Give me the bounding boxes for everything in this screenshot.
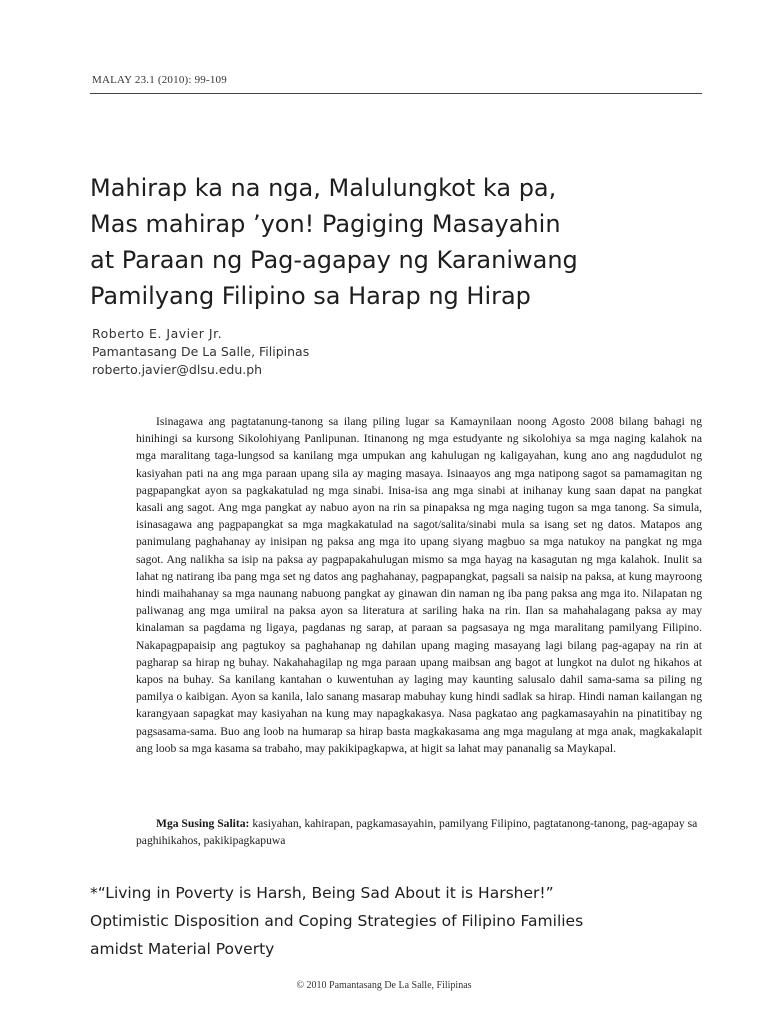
author-block bbox=[92, 325, 309, 379]
title-line: at Paraan ng Pag-agapay ng Karaniwang bbox=[90, 246, 578, 274]
author-email: roberto.javier@dlsu.edu.ph bbox=[92, 362, 263, 377]
english-title bbox=[90, 879, 710, 963]
keywords-text: kasiyahan, kahirapan, pagkamasayahin, pamilyang Filipino, pagtatanong-tanong, pag-agapay sa paghihikahos, pakikipagkapuwa bbox=[136, 817, 698, 848]
title-line: Mahirap ka na nga, Malulungkot ka pa, bbox=[90, 174, 557, 202]
keywords bbox=[136, 815, 702, 849]
english-title-line: *“Living in Poverty is Harsh, Being Sad About it is Harsher!” bbox=[90, 884, 554, 902]
english-title-line: Optimistic Disposition and Coping Strategies of Filipino Families bbox=[90, 912, 584, 930]
author-name: Roberto E. Javier Jr. bbox=[92, 326, 223, 341]
keywords-label: Mga Susing Salita: bbox=[156, 817, 250, 830]
title-line: Mas mahirap ’yon! Pagiging Masayahin bbox=[90, 210, 561, 238]
english-title-line: amidst Material Poverty bbox=[90, 940, 275, 958]
article-title bbox=[90, 170, 690, 314]
journal-reference: MALAY 23.1 (2010): 99-109 bbox=[92, 74, 227, 86]
author-affiliation: Pamantasang De La Salle, Filipinas bbox=[92, 344, 310, 359]
header-rule bbox=[90, 93, 702, 94]
abstract: Isinagawa ang pagtatanung-tanong sa ilang piling lugar sa Kamaynilaan noong Agosto 2008 bilang bahagi ng hinihingi sa kursong Sikolohiyang Panlipunan. Itinanong ng mga estudyante ng sikolohiya sa mga naging kalahok na mga maralitang taga-lungsod sa kanilang mga umpukan ang kahulugan ng kaligayahan, kung ano ang nagdudulot ng kasiyahan pati na ang mga paraan upang sila ay maging masaya. Isinaayos ang mga natipong sagot sa pamamagitan ng pagpapangkat ayon sa pagkakatulad ng mga sinabi. Inisa-isa ang mga sinabi at inihanay kung saan dapat na pangkat kasali ang sagot. Ang mga pangkat ay nabuo ayon na rin sa pinapaksa ng mga naging tugon sa mga tanong. Sa simula, isinasagawa ang pagpapangkat sa mga magkakatulad na sagot/salita/sinabi mula sa isang set ng datos. Matapos ang panimulang paghahanay ay inisipan ng paksa ang mga ito upang siyang magbuo sa mga natukoy na pangkat ng mga sagot. Ang nalikha sa isip na paksa ay pagpapakahulugan mismo sa mga hayag na kasagutan ng mga kalahok. Inulit sa lahat ng natirang iba pang mga set ng datos ang paghahanay, pagpapangkat, pagsali sa naisip na paksa, at kung mayroong hindi maihahanay sa mga naunang nabuong pangkat ay ginawan din naman ng iba pang paksa ang mga ito. Nilapatan ng paliwanag ang mga umiiral na paksa ayon sa literatura at sariling haka na rin. Ilan sa mahahalagang paksa ay may kinalaman sa pagdama ng ligaya, pagdanas ng sarap, at paraan sa pagsasaya ng mga maralitang pamilyang Filipino. Nakapagpapaisip ang pagtukoy sa paghahanap ng dahilan upang maging masayang lagi bilang pag-agapay na rin at pagharap sa hirap ng buhay. Nakahahagilap ng mga paraan upang maibsan ang bagot at lungkot na dulot ng hikahos at kapos na buhay. Sa kanilang kantahan o kuwentuhan ay laging may kaunting salusalo dahil sama-sama sa piling ng pamilya o kaibigan. Ayon sa kanila, lalo sanang masarap mabuhay kung hindi sadlak sa hirap. Hindi naman kailangan ng karangyaan sapagkat may kasiyahan na kung may napagkakasya. Nasa pagkatao ang pagkamasayahin na pinatitibay ng pagsasama-sama. Buo ang loob na humarap sa hirap basta magkakasama ang mga magulang at mga anak, magkakalapit ang loob sa mga kasama sa trabaho, may pakikipagkapwa, at higit sa lahat may pananalig sa Maykapal. bbox=[136, 415, 702, 755]
title-line: Pamilyang Filipino sa Harap ng Hirap bbox=[90, 282, 531, 310]
copyright-notice: © 2010 Pamantasang De La Salle, Filipinas bbox=[296, 980, 472, 991]
